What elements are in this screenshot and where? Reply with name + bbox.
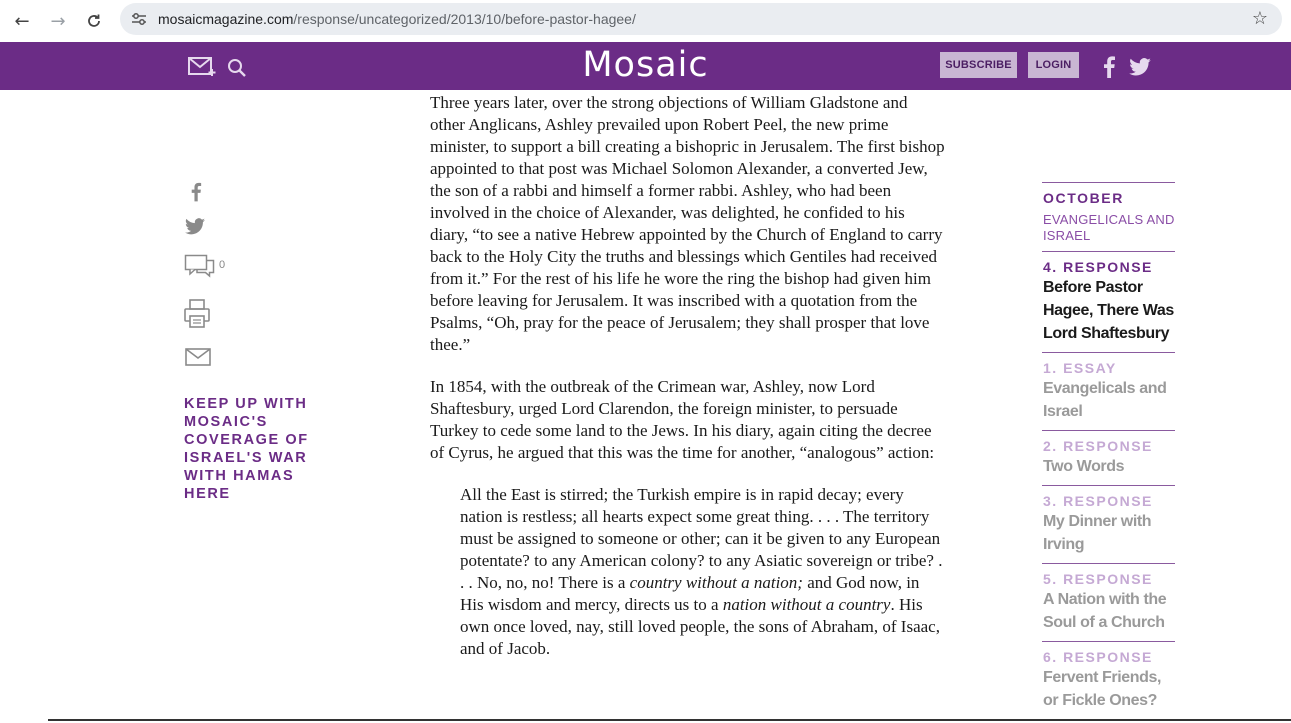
series-item-headline: Before Pastor Hagee, There Was Lord Shaftesbury xyxy=(1043,279,1174,342)
series-item-current[interactable] xyxy=(1042,251,1175,352)
facebook-icon[interactable] xyxy=(1102,56,1116,83)
url-host: mosaicmagazine.com xyxy=(158,11,294,27)
series-item[interactable] xyxy=(1042,641,1175,719)
comments-icon[interactable] xyxy=(184,254,216,283)
site-info-icon[interactable] xyxy=(130,11,148,27)
browser-toolbar xyxy=(0,0,1291,43)
quote-emphasis: country without a nation; xyxy=(629,573,803,592)
series-item-headline: Two Words xyxy=(1043,458,1125,475)
series-item-headline: A Nation with the Soul of a Church xyxy=(1043,591,1167,631)
url-text[interactable] xyxy=(158,11,636,27)
url-path: /response/uncategorized/2013/10/before-pastor-hagee/ xyxy=(293,11,636,27)
quote-text: All the East is stirred; the Turkish empire is in rapid decay; every nation is restless; all hearts expect some great thing. . . . The territory must be assigned to someone or other; can it be given to any European potentate? to any American colony? to any Asiatic sovereign or tribe? . . . No, no, no! There is a xyxy=(460,485,943,592)
forward-arrow-icon[interactable]: → xyxy=(50,10,66,32)
article-body xyxy=(430,92,945,660)
block-quote xyxy=(460,484,945,660)
series-month: OCTOBER xyxy=(1043,190,1124,206)
page-bottom-divider xyxy=(48,719,1291,721)
login-button[interactable]: LOGIN xyxy=(1028,52,1079,78)
site-logo[interactable] xyxy=(0,45,1291,85)
hamas-coverage-promo-link[interactable]: KEEP UP WITH MOSAIC'S COVERAGE OF ISRAEL'S WAR WITH HAMAS HERE xyxy=(184,396,309,502)
series-item-kicker: 2. RESPONSE xyxy=(1043,438,1153,454)
subscribe-button[interactable]: SUBSCRIBE xyxy=(940,52,1017,78)
article-paragraph: In 1854, with the outbreak of the Crimean war, Ashley, now Lord Shaftesbury, urged Lord Clarendon, the foreign minister, to persuade Turkey to cede some land to the Jews. In his diary, again citing the decree of Cyrus, he argued that this was the time for another, “analogous” action: xyxy=(430,377,935,462)
site-header xyxy=(0,42,1291,90)
series-item-kicker: 5. RESPONSE xyxy=(1043,571,1153,587)
logo-text: Mosaic xyxy=(582,45,709,85)
series-item[interactable] xyxy=(1042,352,1175,430)
series-item-kicker: 1. ESSAY xyxy=(1043,360,1117,376)
share-twitter-icon[interactable] xyxy=(185,218,205,240)
series-item[interactable] xyxy=(1042,485,1175,563)
address-bar[interactable] xyxy=(120,3,1282,35)
article-paragraph: Three years later, over the strong objections of William Gladstone and other Anglicans, Ashley prevailed upon Robert Peel, the new prime minister, to support a bill creating a bishopric in Jerusalem. The first bishop appointed to that post was Michael Solomon Alexander, a converted Jew, the son of a rabbi and himself a former rabbi. Ashley, who had been involved in the choice of Alexander, was delighted, he confided to his diary, “to see a native Hebrew appointed by the Church of England to carry back to the Holy City the truths and blessings which Gentiles had received from it.” For the rest of his life he wore the ring the bishop had given him before leaving for Jerusalem. It was inscribed with a quotation from the Psalms, “Oh, pray for the peace of Jerusalem; they shall prosper that love thee.” xyxy=(430,93,945,354)
series-item-kicker: 3. RESPONSE xyxy=(1043,493,1153,509)
series-item[interactable] xyxy=(1042,430,1175,485)
email-share-icon[interactable] xyxy=(185,348,211,371)
series-heading xyxy=(1042,182,1175,251)
quote-text: . His own once loved, nay, still loved people, the sons of Abraham, of Isaac, and of Jacob. xyxy=(460,595,940,658)
series-item-kicker: 6. RESPONSE xyxy=(1043,649,1153,665)
series-title-link[interactable]: EVANGELICALS AND ISRAEL xyxy=(1043,212,1175,243)
series-item-headline: Fervent Friends, or Fickle Ones? xyxy=(1043,669,1162,709)
twitter-icon[interactable] xyxy=(1129,58,1151,81)
series-item-kicker: 4. RESPONSE xyxy=(1043,259,1153,275)
series-nav xyxy=(1042,182,1175,719)
quote-emphasis: nation without a country xyxy=(722,595,891,614)
print-icon[interactable] xyxy=(184,299,210,334)
series-item-headline: My Dinner with Irving xyxy=(1043,513,1152,553)
back-arrow-icon[interactable]: ← xyxy=(14,10,30,32)
share-facebook-icon[interactable] xyxy=(190,182,202,207)
series-item[interactable] xyxy=(1042,563,1175,641)
comment-count: 0 xyxy=(219,259,226,271)
bookmark-star-icon[interactable]: ☆ xyxy=(1251,8,1268,29)
quote-text: and God now, in His wisdom and mercy, directs us to a xyxy=(460,573,920,614)
reload-icon[interactable] xyxy=(81,8,107,34)
series-item-headline: Evangelicals and Israel xyxy=(1043,380,1167,420)
